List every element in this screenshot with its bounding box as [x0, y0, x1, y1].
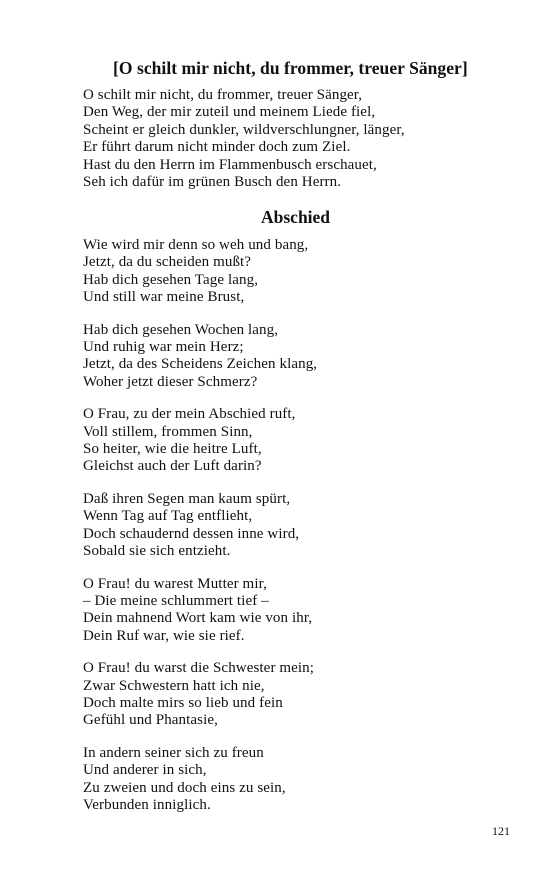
- verse-line: Jetzt, da des Scheidens Zeichen klang,: [83, 356, 318, 373]
- stanza: [83, 322, 503, 392]
- verse-line: Und ruhig war mein Herz;: [83, 339, 244, 356]
- verse-line: O Frau! du warst die Schwester mein;: [83, 660, 315, 677]
- verse-line: Jetzt, da du scheiden mußt?: [83, 254, 252, 271]
- stanza: [83, 576, 503, 646]
- verse-line: Gleichst auch der Luft darin?: [83, 458, 262, 475]
- verse-line: Doch schaudernd dessen inne wird,: [83, 525, 300, 542]
- verse-line: In andern seiner sich zu freun: [83, 744, 264, 761]
- verse-line: O schilt mir nicht, du frommer, treuer Sänger,: [83, 87, 363, 103]
- page-number: 121: [492, 824, 510, 838]
- stanza: [83, 660, 503, 730]
- verse-line: Und still war meine Brust,: [83, 289, 245, 306]
- verse-line: Zwar Schwestern hatt ich nie,: [83, 677, 265, 694]
- verse-line: Hab dich gesehen Tage lang,: [83, 271, 259, 288]
- poem-title: Abschied: [261, 207, 331, 227]
- stanza: [83, 745, 503, 815]
- verse-line: Dein mahnend Wort kam wie von ihr,: [83, 610, 313, 627]
- verse-line: Er führt darum nicht minder doch zum Ziel.: [83, 139, 351, 156]
- poem-o-schilt: [83, 56, 503, 206]
- stanza: [83, 237, 503, 307]
- verse-line: Wenn Tag auf Tag entflieht,: [83, 508, 253, 525]
- verse-line: Voll stillem, frommen Sinn,: [83, 423, 253, 440]
- verse-line: Zu zweien und doch eins zu sein,: [83, 779, 286, 796]
- verse-line: Und anderer in sich,: [83, 762, 207, 779]
- verse-line: Den Weg, der mir zuteil und meinem Liede fiel,: [83, 104, 376, 121]
- verse-line: Scheint er gleich dunkler, wildverschlungner, länger,: [83, 121, 405, 138]
- verse-line: Hab dich gesehen Wochen lang,: [83, 321, 279, 338]
- verse-line: Woher jetzt dieser Schmerz?: [83, 373, 258, 390]
- verse-line: Gefühl und Phantasie,: [83, 712, 218, 729]
- verse-line: Sobald sie sich entzieht.: [83, 543, 231, 560]
- verse-line: Daß ihren Segen man kaum spürt,: [83, 490, 291, 507]
- verse-line: Verbunden inniglich.: [83, 796, 211, 813]
- poem-abschied: [83, 205, 503, 829]
- verse-line: So heiter, wie die heitre Luft,: [83, 441, 262, 458]
- verse-line: Doch malte mirs so lieb und fein: [83, 694, 283, 711]
- verse-line: Wie wird mir denn so weh und bang,: [83, 237, 309, 253]
- stanza: [83, 491, 503, 561]
- verse-line: O Frau, zu der mein Abschied ruft,: [83, 406, 296, 423]
- stanza: [83, 87, 503, 191]
- stanza: [83, 406, 503, 476]
- verse-line: Dein Ruf war, wie sie rief.: [83, 627, 245, 644]
- verse-line: Seh ich dafür im grünen Busch den Herrn.: [83, 174, 342, 191]
- verse-line: Hast du den Herrn im Flammenbusch erschauet,: [83, 156, 377, 173]
- verse-line: – Die meine schlummert tief –: [83, 592, 269, 609]
- poem-title: [O schilt mir nicht, du frommer, treuer Sänger]: [113, 58, 468, 78]
- verse-line: O Frau! du warest Mutter mir,: [83, 575, 267, 592]
